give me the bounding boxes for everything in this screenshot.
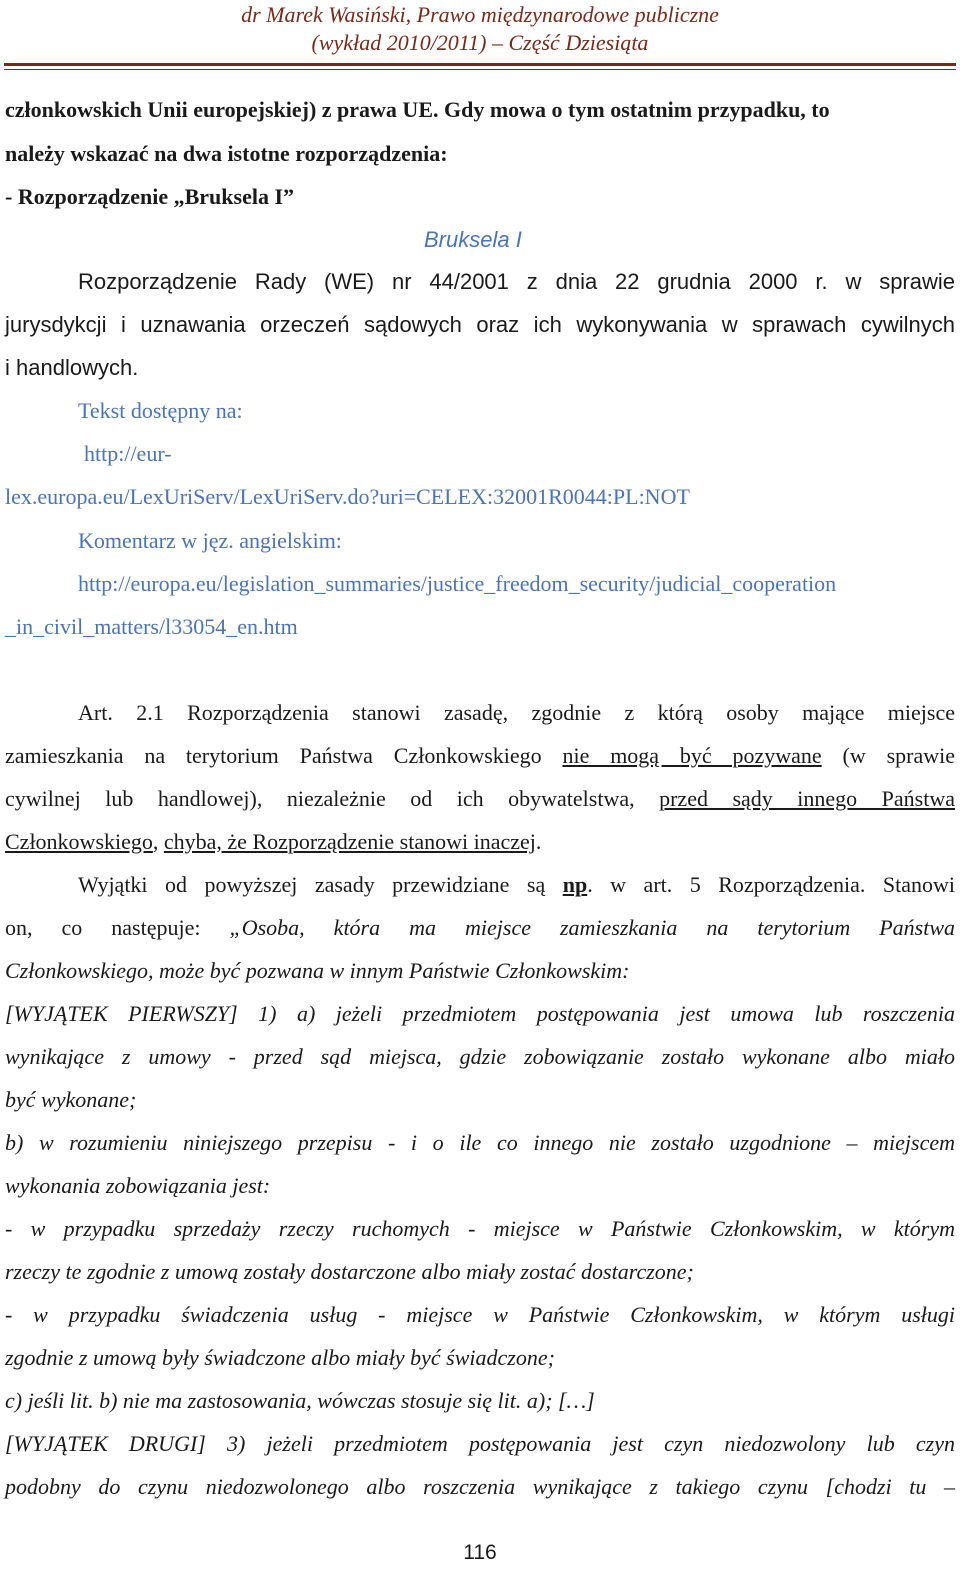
quote-line: - w przypadku świadczenia usług - miejsce w Państwie Członkowskim, w którym usługi [5, 1302, 955, 1327]
intro-line-2: należy wskazać na dwa istotne rozporządzenia: [5, 141, 448, 166]
quote-line: [WYJĄTEK DRUGI] 3) jeżeli przedmiotem postępowania jest czyn niedozwolony lub czyn [5, 1431, 955, 1456]
header-line-2: (wykład 2010/2011) – Część Dziesiąta [311, 30, 649, 55]
page-number: 116 [463, 1541, 497, 1564]
article-line-3: cywilnej lub handlowej), niezależnie od ich obywatelstwa, przed sądy innego Państwa [5, 786, 955, 811]
quote-line: podobny do czynu niedozwolonego albo roszczenia wynikające z takiego czynu [chodzi tu – [5, 1474, 955, 1499]
article-line-6: on, co następuje: „Osoba, która ma miejsce zamieszkania na terytorium Państwa [5, 915, 955, 940]
quote-line: zgodnie z umową były świadczone albo miały być świadczone; [5, 1345, 555, 1370]
header-rule-thin [4, 69, 956, 70]
quote-line: Członkowskiego, może być pozwana w innym Państwie Członkowskim: [5, 958, 630, 983]
quote-line: - w przypadku sprzedaży rzeczy ruchomych - miejsce w Państwie Członkowskim, w którym [5, 1216, 955, 1241]
bruksela-heading: Bruksela I [424, 227, 522, 252]
quote-line: b) w rozumieniu niniejszego przepisu - i o ile co innego nie zostało uzgodnione – miejscem [5, 1130, 955, 1155]
bruksela-line-3: i handlowych. [5, 355, 139, 380]
comment-link-part-2[interactable]: _in_civil_matters/l33054_en.htm [5, 614, 298, 639]
quote-line: c) jeśli lit. b) nie ma zastosowania, wówczas stosuje się lit. a); […] [5, 1388, 595, 1413]
intro-line-1: członkowskich Unii europejskiej) z prawa UE. Gdy mowa o tym ostatnim przypadku, to [5, 97, 830, 122]
comment-label: Komentarz w jęz. angielskim: [78, 528, 342, 553]
article-line-1: Art. 2.1 Rozporządzenia stanowi zasadę, zgodnie z którą osoby mające miejsce [78, 700, 955, 725]
article-line-5: Wyjątki od powyższej zasady przewidziane są np. w art. 5 Rozporządzenia. Stanowi [78, 872, 955, 897]
text-link-part-1[interactable]: http://eur- [84, 441, 172, 466]
bruksela-line-1: Rozporządzenie Rady (WE) nr 44/2001 z dnia 22 grudnia 2000 r. w sprawie [78, 269, 955, 294]
header-rule-thick [4, 63, 956, 66]
comment-link-part-1[interactable]: http://europa.eu/legislation_summaries/justice_freedom_security/judicial_cooperation [78, 571, 837, 596]
intro-line-3: - Rozporządzenie „Bruksela I” [5, 184, 295, 209]
quote-line: [WYJĄTEK PIERWSZY] 1) a) jeżeli przedmiotem postępowania jest umowa lub roszczenia [5, 1001, 955, 1026]
quote-line: wykonania zobowiązania jest: [5, 1173, 271, 1198]
text-link-part-2[interactable]: lex.europa.eu/LexUriServ/LexUriServ.do?uri=CELEX:32001R0044:PL:NOT [5, 484, 690, 509]
quote-line: być wykonane; [5, 1087, 137, 1112]
quote-line: rzeczy te zgodnie z umową zostały dostarczone albo miały zostać dostarczone; [5, 1259, 694, 1284]
article-line-4: Członkowskiego, chyba, że Rozporządzenie stanowi inaczej. [5, 829, 542, 854]
quote-line: wynikające z umowy - przed sąd miejsca, gdzie zobowiązanie zostało wykonane albo miało [5, 1044, 955, 1069]
bruksela-line-2: jurysdykcji i uznawania orzeczeń sądowych oraz ich wykonywania w sprawach cywilnych [5, 312, 955, 337]
text-available-label: Tekst dostępny na: [78, 398, 243, 423]
header-line-1: dr Marek Wasiński, Prawo międzynarodowe publiczne [241, 2, 719, 27]
article-line-2: zamieszkania na terytorium Państwa Członkowskiego nie mogą być pozywane (w sprawie [5, 743, 955, 768]
